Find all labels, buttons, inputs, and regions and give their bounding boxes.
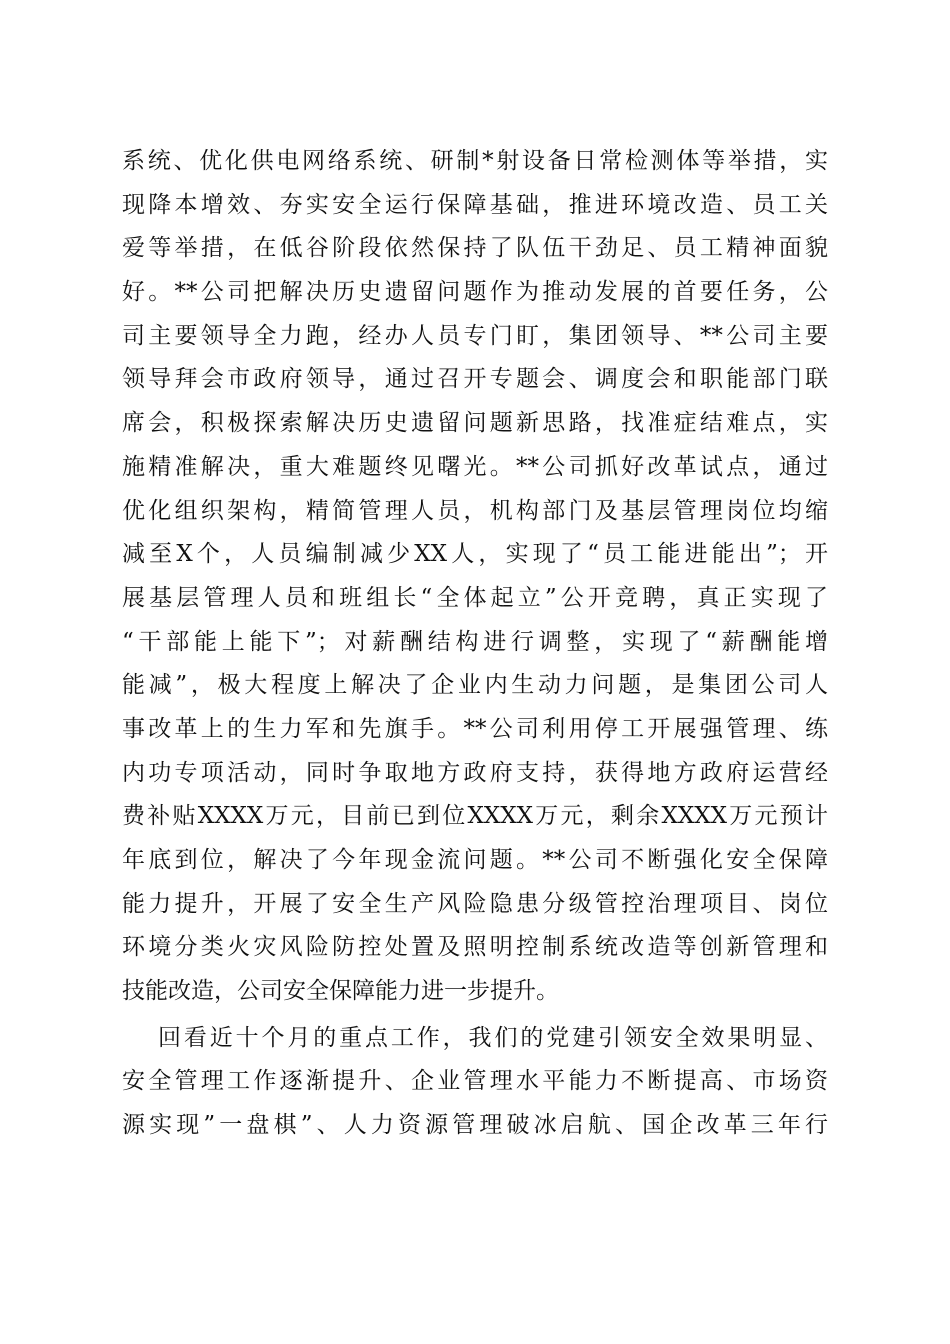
text-line: 源实现”一盘棋”、人力资源管理破冰启航、国企改革三年行: [122, 1112, 828, 1139]
document-body: [122, 140, 828, 1148]
text-line: 年底到位，解决了今年现金流问题。**公司不断强化安全保障: [122, 847, 828, 873]
text-line: “干部能上能下”；对薪酬结构进行调整，实现了“薪酬能增: [122, 628, 828, 655]
text-line: 领导拜会市政府领导，通过召开专题会、调度会和职能部门联: [122, 366, 828, 393]
text-line: 现降本增效、夯实安全运行保障基础，推进环境改造、员工关: [122, 191, 828, 218]
text-line: 回看近十个月的重点工作，我们的党建引领安全效果明显、: [158, 1024, 828, 1051]
text-line: 展基层管理人员和班组长“全体起立”公开竞聘，真正实现了: [122, 584, 828, 611]
text-line: 能力提升，开展了安全生产风险隐患分级管控治理项目、岗位: [122, 890, 828, 917]
text-line: 安全管理工作逐渐提升、企业管理水平能力不断提高、市场资: [122, 1068, 828, 1095]
text-line: 席会，积极探索解决历史遗留问题新思路，找准症结难点，实: [122, 410, 828, 437]
paragraph-1: [122, 140, 828, 1014]
text-line: 优化组织架构，精简管理人员，机构部门及基层管理岗位均缩: [122, 497, 828, 524]
text-line: 费补贴XXXX万元，目前已到位XXXX万元，剩余XXXX万元预计: [122, 803, 828, 830]
text-line: 环境分类火灾风险防控处置及照明控制系统改造等创新管理和: [122, 934, 828, 961]
text-line: 司主要领导全力跑，经办人员专门盯，集团领导、**公司主要: [122, 322, 828, 349]
text-line: 施精准解决，重大难题终见曙光。**公司抓好改革试点，通过: [122, 453, 828, 480]
text-line: 减至X个，人员编制减少XX人，实现了“员工能进能出”；开: [122, 541, 828, 568]
text-line: 能减”，极大程度上解决了企业内生动力问题，是集团公司人: [122, 672, 828, 699]
paragraph-2: [122, 1017, 828, 1148]
text-line: 爱等举措，在低谷阶段依然保持了队伍干劲足、员工精神面貌: [122, 235, 828, 262]
text-line: 内功专项活动，同时争取地方政府支持，获得地方政府运营经: [122, 759, 828, 786]
text-line: 技能改造，公司安全保障能力进一步提升。: [122, 978, 559, 1005]
text-line: 系统、优化供电网络系统、研制*射设备日常检测体等举措，实: [122, 148, 828, 174]
text-line: 好。**公司把解决历史遗留问题作为推动发展的首要任务，公: [122, 279, 828, 306]
text-line: 事改革上的生力军和先旗手。**公司利用停工开展强管理、练: [122, 715, 828, 742]
